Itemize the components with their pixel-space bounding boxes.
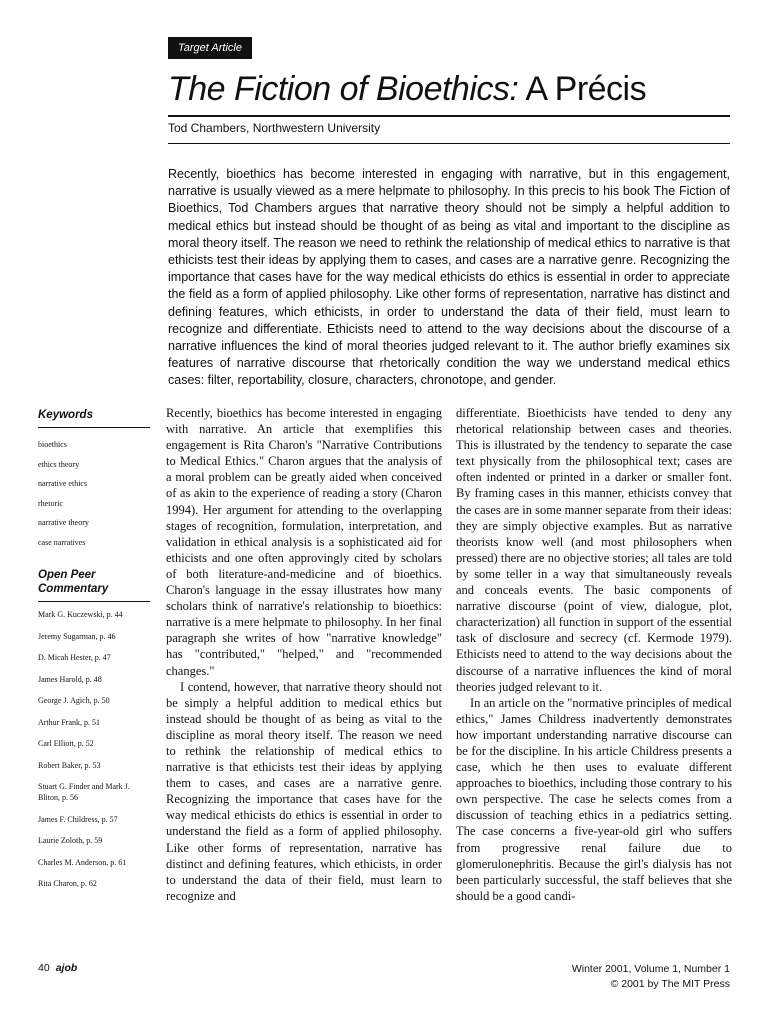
commentary-item: Laurie Zoloth, p. 59	[38, 836, 103, 845]
copyright: © 2001 by The MIT Press	[610, 978, 730, 990]
keyword-item: narrative ethics	[38, 479, 88, 488]
body-paragraph: Recently, bioethics has become interested in engaging with narrative. An article that exemplifies this engagement is Rita Charon's "Narrative Contributions to Medical Ethics." Charon argues that the analysis of a moral problem can be greatly aided when conceived of as akin to the experience of reading a story (Charon 1994). Her argument for attending to the overlapping stages of recognition, formulation, interpretation, and validation in ethical analysis is a sophisticated aid for ethicists and one often approvingly cited by scholars of both literature-and-medicine and of bioethics. Charon's language in the essay illustrates how many scholars think of narrative's relationship to bioethics: narrative is a mere helpmate to philosophy. In her final paragraph she writes of how "narrative knowledge" has "contributed," "helped," and "recommended changes."	[166, 406, 442, 678]
footer-right	[572, 962, 730, 992]
commentary-item: Rita Charon, p. 62	[38, 879, 97, 888]
body-paragraph: I contend, however, that narrative theory should not be simply a helpful addition to medical ethics but instead should be thought of as being as vital to the discipline as moral theory itself. The reason we need to rethink the relationship of medical ethics to narrative is that ethicists test their ideas by applying them to cases, and cases are a narrative genre. Recognizing the importance that cases have for the way medical ethicists do ethics is essential in order to understand the field as a form of applied philosophy. Like other forms of representation, narrative has distinct and defining features, which ethicists, in order to understand the data of their field, must learn to recognize and	[166, 679, 442, 903]
keyword-item: case narratives	[38, 537, 86, 547]
title-rule	[168, 115, 730, 117]
journal-name: ajob	[55, 962, 78, 974]
body-paragraph: In an article on the "normative principles of medical ethics," James Childress inadvertently demonstrates how important understanding narrative discourse can be for the discipline. In his article Childress presents a case, which he then uses to evaluate different approaches to bioethics, including those contrary to his own perspective. The case he selects comes from a discussion of teaching ethics in a pediatrics setting. The case concerns a five-year-old girl who suffers from progressive renal failure due to glomerulonephritis. Because the girl's dialysis has not been particularly successful, the staff believes that she should be a good candi-	[456, 695, 732, 903]
commentary-item: James Harold, p. 48	[38, 674, 102, 684]
commentary-item: D. Micah Hester, p. 47	[38, 653, 111, 662]
commentary-item: George J. Agich, p. 50	[38, 696, 110, 705]
author-rule	[168, 143, 730, 144]
title-rest-part: A Précis	[518, 70, 647, 108]
body-column-left	[166, 405, 442, 904]
footer-left	[38, 962, 77, 974]
keyword-item: bioethics	[38, 440, 67, 449]
commentary-item: Charles M. Anderson, p. 61	[38, 857, 127, 867]
body-paragraph: differentiate. Bioethicists have tended to deny any rhetorical relationship between cases and theories. This is illustrated by the tendency to separate the case text physically from the philosophical text; cases are often indented or printed in a darker or smaller font. By framing cases in this manner, ethicists convey that the cases are in some manner separate from their ideas: they are simply objective examples. But as narrative theorists know well (and most philosophers when pressed) there are no objective stories; all tales are told by some teller in a way that simultaneously reveals and conceals events. The basic components of narrative discourse (point of view, dialogue, plot, characterization) all function in support of the essential task of disclosure and secrecy (cf. Kermode 1979). Ethicists need to attend to the way decisions about the discourse of a narrative influences the kind of moral theories judged relevant to it.	[456, 406, 732, 694]
keyword-item: narrative theory	[38, 518, 89, 527]
author-line: Tod Chambers, Northwestern University	[168, 121, 381, 135]
keyword-item: ethics theory	[38, 459, 80, 469]
sidebar	[38, 408, 150, 900]
keyword-item: rhetoric	[38, 498, 63, 508]
issue-info: Winter 2001, Volume 1, Number 1	[571, 963, 730, 975]
commentary-item: Stuart G. Finder and Mark J. Bliton, p. 56	[38, 782, 130, 802]
peer-commentary-list	[38, 609, 150, 889]
title-italic-part: The Fiction of Bioethics:	[168, 70, 519, 108]
article-type-label: Target Article	[168, 37, 252, 59]
commentary-item: Robert Baker, p. 53	[38, 760, 101, 770]
keywords-heading: Keywords	[38, 409, 93, 421]
commentary-item: Arthur Frank, p. 51	[38, 717, 100, 727]
commentary-item: James F. Childress, p. 57	[38, 814, 118, 824]
article-title	[168, 70, 646, 109]
keywords-list	[38, 435, 150, 552]
commentary-item: Carl Elliott, p. 52	[38, 739, 94, 748]
abstract: Recently, bioethics has become interested in engaging with narrative, but in this engagement, narrative is usually viewed as a mere helpmate to philosophy. In this precis to his book The Fiction of Bioethics, Tod Chambers argues that narrative theory should not be simply a helpful addition to medical ethics but instead should be thought of as being as vital and important to the discipline as moral theory itself. The reason we need to rethink the relationship of medical ethics to narrative is that ethicists test their ideas by applying them to cases, and cases are a narrative genre. Recognizing the importance that cases have for the way medical ethicists do ethics is essential in order to appreciate the field as a form of applied philosophy. Like other forms of representation, narrative has distinct and defining features, which ethicists, in order to understand the data of their field, must learn to recognize and differentiate. Ethicists need to attend to the way decisions about the discourse of a narrative influences the kind of moral theories judged relevant to it. The author briefly examines six features of narrative discourse that rhetorically condition the way we understand medical ethics cases: filter, reportability, closure, characters, chronotope, and gender.	[168, 167, 730, 388]
peer-commentary-rule	[38, 601, 150, 602]
commentary-item: Mark G. Kuczewski, p. 44	[38, 610, 123, 619]
commentary-item: Jeremy Sugarman, p. 46	[38, 631, 116, 641]
body-column-right	[456, 405, 732, 904]
page-number: 40	[38, 962, 50, 974]
keywords-rule	[38, 427, 150, 428]
peer-commentary-heading: Open Peer Commentary	[38, 569, 109, 595]
